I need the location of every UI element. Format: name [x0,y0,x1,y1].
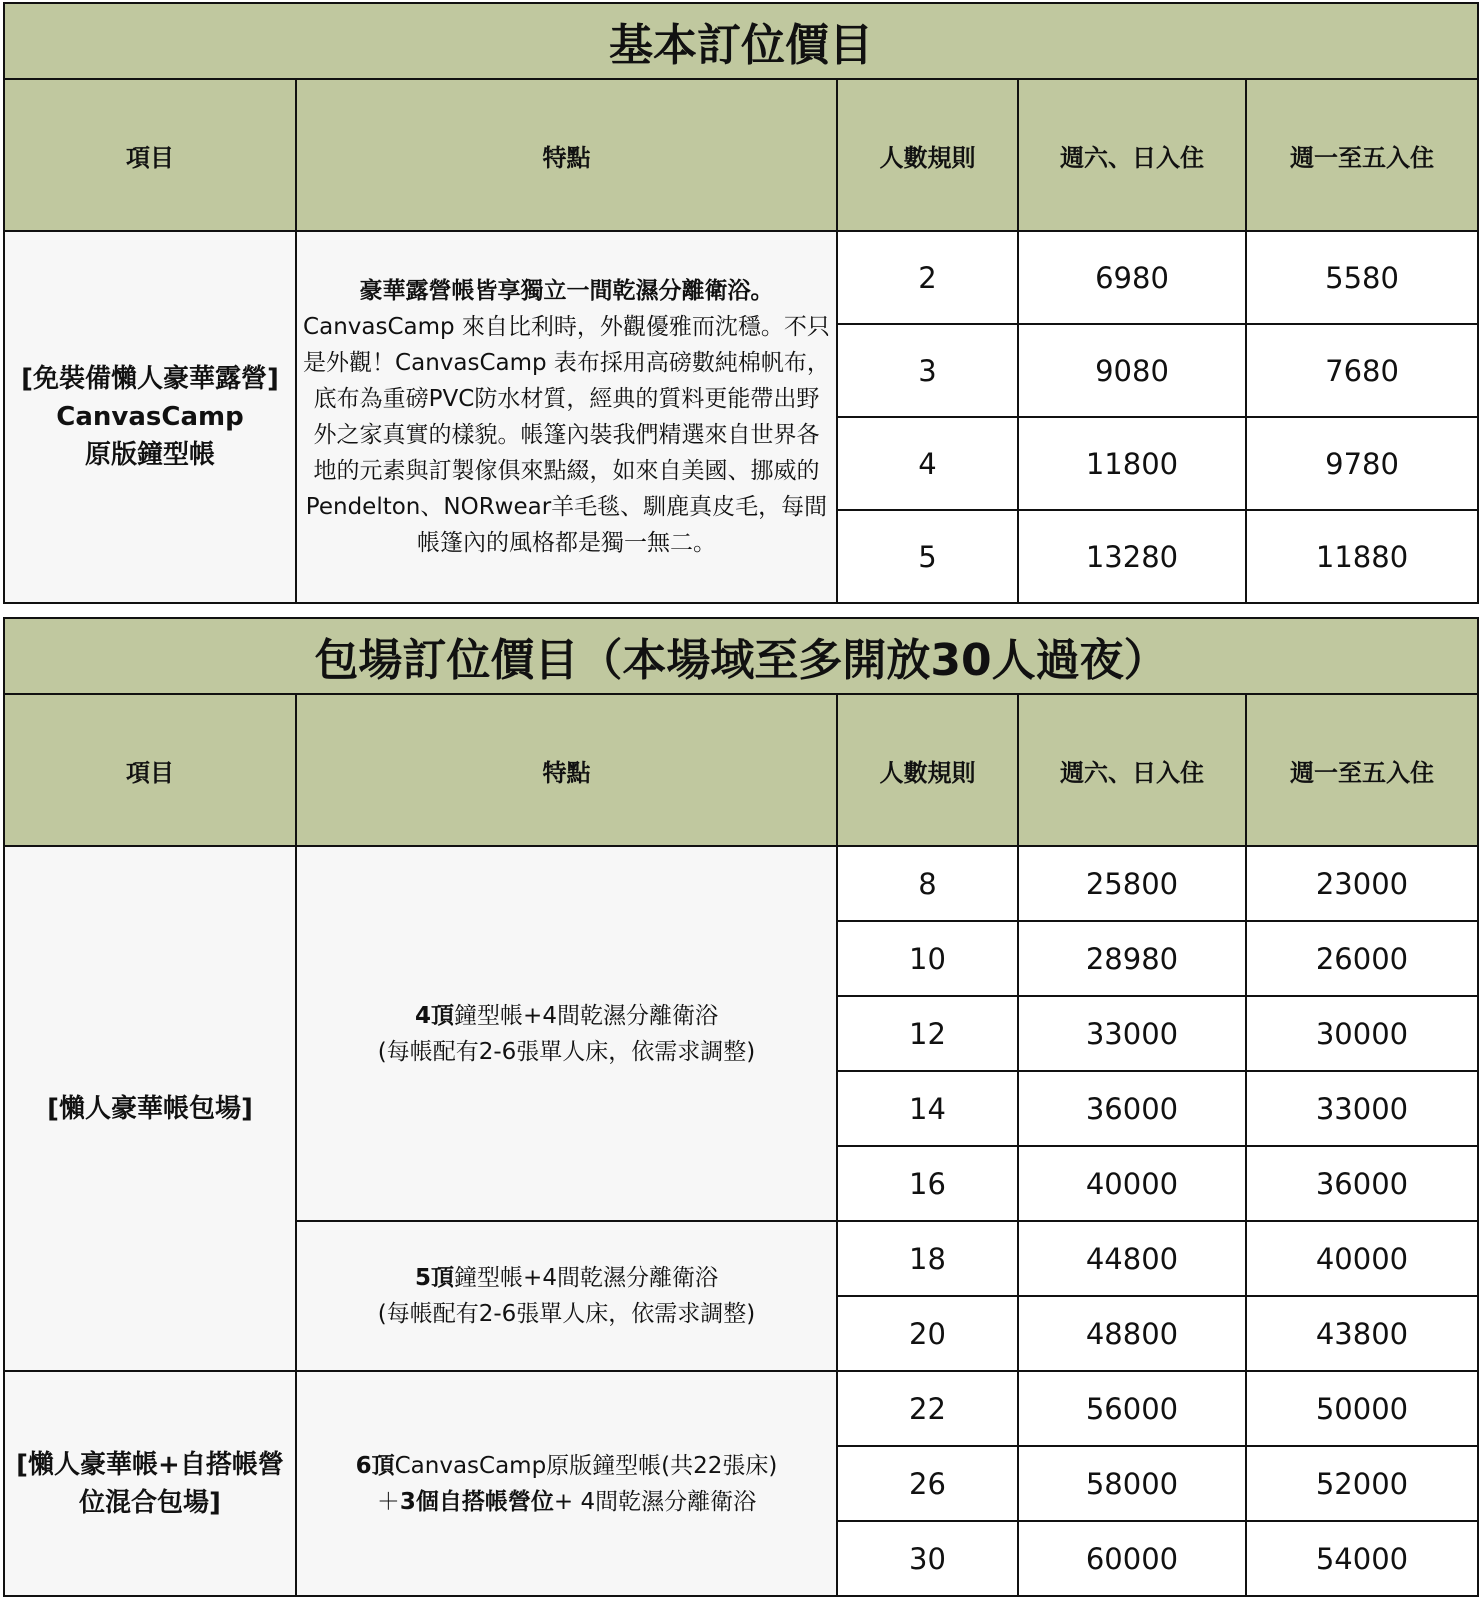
feature-5-tents [296,1221,837,1371]
header-people: 人數規則 [837,694,1018,846]
feature-bed-note: (每帳配有2-6張單人床，依需求調整) [377,1038,756,1065]
basic-pricing-table [3,2,1479,604]
charter-pricing-title: 包場訂位價目（本場域至多開放30人過夜） [4,618,1478,694]
weekend-price: 11800 [1018,417,1246,510]
people-cell: 18 [837,1221,1018,1296]
weekday-price: 43800 [1246,1296,1478,1371]
header-weekday: 週一至五入住 [1246,79,1478,231]
weekday-price: 30000 [1246,996,1478,1071]
people-cell: 20 [837,1296,1018,1371]
feature-highlight: 豪華露營帳皆享獨立一間乾濕分離衛浴。 [359,278,774,304]
feature-campsite-count: 3個自搭帳營位 [399,1488,554,1515]
feature-4-tents [296,846,837,1221]
charter-pricing-table [3,617,1479,1597]
weekday-price: 33000 [1246,1071,1478,1146]
feature-tent-count: 4頂 [415,1002,455,1029]
item-line: 原版鐘型帳 [84,440,215,470]
people-cell: 10 [837,921,1018,996]
feature-tent-text: 鐘型帳+4間乾濕分離衛浴 [454,1265,718,1291]
weekend-price: 36000 [1018,1071,1246,1146]
feature-tent-text: CanvasCamp原版鐘型帳(共22張床) [394,1452,778,1479]
weekend-price: 25800 [1018,846,1246,921]
people-cell: 26 [837,1446,1018,1521]
table-row [4,846,1478,921]
feature-tent-text: 鐘型帳+4間乾濕分離衛浴 [454,1002,718,1029]
feature-6-tents-mixed [296,1371,837,1596]
item-line: [免裝備懶人豪華露營] [21,364,279,394]
feature-description: CanvasCamp 來自比利時，外觀優雅而沈穩。不只是外觀！CanvasCamp 表布採用高磅數純棉帆布，底布為重磅PVC防水材質，經典的質料更能帶出野外之家真實的樣貌。帳篷內裝我們精選來自世界各地的元素與訂製傢俱來點綴，如來自美國、挪威的Pendelton、NORwear羊毛毯、馴鹿真皮毛，每間帳篷內的風格都是獨一無二。 [303,314,830,556]
header-item: 項目 [4,694,296,846]
weekend-price: 48800 [1018,1296,1246,1371]
weekend-price: 13280 [1018,510,1246,603]
basic-pricing-title: 基本訂位價目 [4,3,1478,79]
people-cell: 2 [837,231,1018,324]
weekend-price: 60000 [1018,1521,1246,1596]
weekend-price: 9080 [1018,324,1246,417]
people-cell: 12 [837,996,1018,1071]
header-features: 特點 [296,694,837,846]
weekday-price: 52000 [1246,1446,1478,1521]
header-features: 特點 [296,79,837,231]
people-cell: 3 [837,324,1018,417]
header-weekday: 週一至五入住 [1246,694,1478,846]
people-cell: 4 [837,417,1018,510]
feature-tent-count: 5頂 [415,1265,455,1291]
weekday-price: 50000 [1246,1371,1478,1446]
weekend-price: 28980 [1018,921,1246,996]
weekday-price: 5580 [1246,231,1478,324]
people-cell: 16 [837,1146,1018,1221]
feature-bath-text: + 4間乾濕分離衛浴 [553,1488,757,1515]
header-people: 人數規則 [837,79,1018,231]
people-cell: 8 [837,846,1018,921]
weekend-price: 40000 [1018,1146,1246,1221]
people-cell: 5 [837,510,1018,603]
item-line: 位混合包場] [79,1487,221,1518]
item-mixed-charter [4,1371,296,1596]
weekend-price: 6980 [1018,231,1246,324]
people-cell: 30 [837,1521,1018,1596]
item-lazy-luxury-charter: [懶人豪華帳包場] [4,846,296,1371]
table-row [4,231,1478,324]
weekend-price: 44800 [1018,1221,1246,1296]
feature-canvascamp [296,231,837,603]
weekday-price: 26000 [1246,921,1478,996]
item-line: [懶人豪華帳+自搭帳營 [16,1449,284,1480]
item-canvascamp [4,231,296,603]
weekday-price: 23000 [1246,846,1478,921]
feature-tent-count: 6頂 [355,1452,395,1479]
header-weekend: 週六、日入住 [1018,694,1246,846]
weekday-price: 7680 [1246,324,1478,417]
header-item: 項目 [4,79,296,231]
table-row [4,1371,1478,1446]
weekend-price: 56000 [1018,1371,1246,1446]
header-weekend: 週六、日入住 [1018,79,1246,231]
weekend-price: 33000 [1018,996,1246,1071]
weekday-price: 11880 [1246,510,1478,603]
weekday-price: 36000 [1246,1146,1478,1221]
people-cell: 14 [837,1071,1018,1146]
people-cell: 22 [837,1371,1018,1446]
weekday-price: 40000 [1246,1221,1478,1296]
feature-bed-note: (每帳配有2-6張單人床，依需求調整) [377,1301,756,1327]
weekend-price: 58000 [1018,1446,1246,1521]
feature-plus: ＋ [376,1488,400,1515]
item-line: CanvasCamp [56,402,244,432]
weekday-price: 9780 [1246,417,1478,510]
weekday-price: 54000 [1246,1521,1478,1596]
